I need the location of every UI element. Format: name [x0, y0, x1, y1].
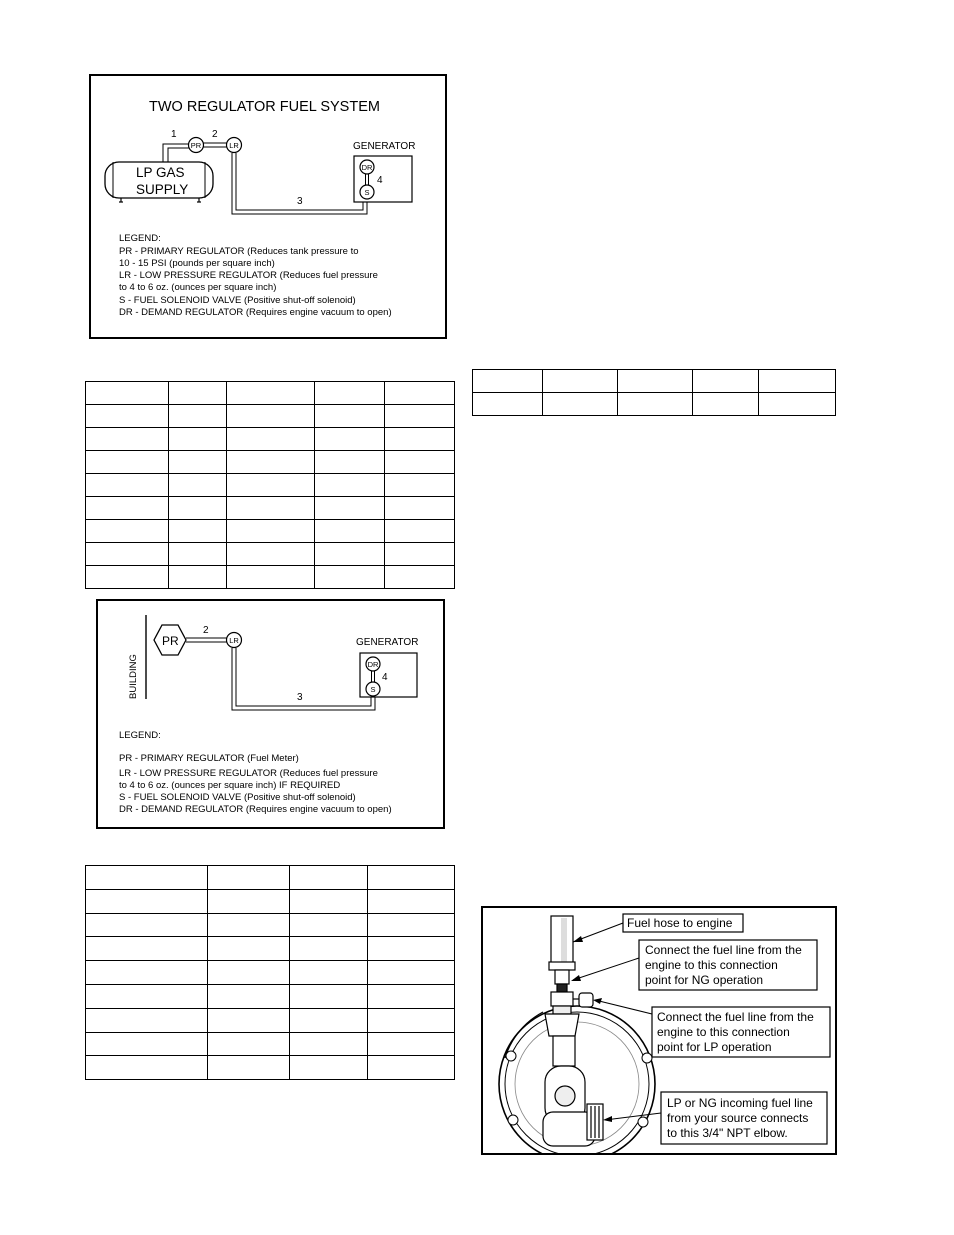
callout-lp-connection [593, 998, 830, 1057]
table-row [86, 1008, 455, 1032]
callout-text: Connect the fuel line from the [645, 943, 802, 957]
generator-label: GENERATOR [353, 141, 416, 152]
table-row [86, 428, 455, 451]
demand-regulator [366, 657, 380, 671]
table-row [86, 961, 455, 985]
table-row [86, 405, 455, 428]
callout-text: engine to this connection [657, 1025, 790, 1039]
pr-label: PR [162, 634, 179, 648]
table-row [86, 1032, 455, 1056]
blank-table-a [85, 381, 455, 589]
fuel-solenoid [366, 682, 380, 696]
generator-label: GENERATOR [356, 637, 419, 648]
low-pressure-regulator [227, 633, 242, 648]
line-number-2: 2 [203, 625, 209, 636]
table-row [86, 520, 455, 543]
lr-label: LR [229, 141, 239, 150]
legend-line: DR - DEMAND REGULATOR (Requires engine vacuum to open) [119, 307, 392, 318]
table-row [86, 913, 455, 937]
building-label: BUILDING [128, 654, 139, 699]
legend [119, 233, 392, 318]
table-row [473, 370, 836, 393]
tank-label-line1: LP GAS [136, 165, 185, 180]
legend-line: LEGEND: [119, 233, 161, 244]
s-label: S [364, 188, 370, 197]
callout-ng-connection [571, 940, 817, 990]
legend-line: to 4 to 6 oz. (ounces per square inch) IF REQUIRED [119, 780, 341, 791]
callout-text: point for LP operation [657, 1040, 772, 1054]
primary-regulator-meter [154, 625, 186, 655]
callout-text: to this 3/4" NPT elbow. [667, 1126, 788, 1140]
fuel-line-2 [203, 143, 227, 147]
legend [119, 730, 392, 815]
fuel-hose [549, 916, 575, 970]
dr-label: DR [367, 660, 379, 669]
legend-line: DR - DEMAND REGULATOR (Requires engine vacuum to open) [119, 804, 392, 815]
legend-line: LEGEND: [119, 730, 161, 741]
table-row [86, 937, 455, 961]
lr-label: LR [229, 636, 239, 645]
diagram-title: TWO REGULATOR FUEL SYSTEM [149, 99, 380, 115]
legend-line: LR - LOW PRESSURE REGULATOR (Reduces fuel pressure [119, 768, 378, 779]
connection-fittings [551, 970, 593, 1014]
callout-text: from your source connects [667, 1111, 809, 1125]
legend-line: LR - LOW PRESSURE REGULATOR (Reduces fuel pressure [119, 270, 378, 281]
blank-table-c [85, 865, 455, 1080]
building-regulator-schematic [98, 601, 443, 827]
fuel-line-3 [232, 648, 375, 710]
table-row [86, 889, 455, 913]
blank-table-b [472, 369, 836, 416]
building-wall [128, 615, 146, 699]
legend-line: to 4 to 6 oz. (ounces per square inch) [119, 282, 277, 293]
legend-line: PR - PRIMARY REGULATOR (Reduces tank pressure to [119, 246, 359, 257]
table-row [86, 474, 455, 497]
line-number-2: 2 [212, 129, 218, 140]
legend-line: S - FUEL SOLENOID VALVE (Positive shut-off solenoid) [119, 792, 356, 803]
table-row [86, 1056, 455, 1080]
table-row [86, 984, 455, 1008]
line-number-3: 3 [297, 692, 303, 703]
lp-gas-tank [105, 162, 213, 202]
demand-regulator-drawing [483, 908, 835, 1153]
callout-text: Connect the fuel line from the [657, 1010, 814, 1024]
table-row [86, 866, 455, 890]
fuel-solenoid [360, 185, 374, 199]
two-regulator-diagram [89, 74, 447, 339]
pr-label: PR [190, 141, 202, 150]
s-label: S [370, 685, 376, 694]
line-number-4: 4 [377, 175, 383, 186]
two-regulator-schematic [91, 76, 445, 337]
inlet-elbow [543, 1014, 603, 1146]
demand-regulator [360, 160, 374, 174]
tank-label-line2: SUPPLY [136, 182, 189, 197]
line-number-4: 4 [382, 672, 388, 683]
table-row [86, 451, 455, 474]
table-row [86, 497, 455, 520]
callout-text: point for NG operation [645, 973, 764, 987]
legend-line: 10 - 15 PSI (pounds per square inch) [119, 258, 275, 269]
primary-regulator [189, 138, 204, 153]
dr-label: DR [361, 163, 373, 172]
legend-line: S - FUEL SOLENOID VALVE (Positive shut-off solenoid) [119, 295, 356, 306]
table-row [473, 393, 836, 416]
callout-text: engine to this connection [645, 958, 778, 972]
building-regulator-diagram [96, 599, 445, 829]
table-row [86, 382, 455, 405]
fuel-connection-figure [481, 906, 837, 1155]
callout-text: LP or NG incoming fuel line [667, 1096, 813, 1110]
table-row [86, 543, 455, 566]
fuel-line-1 [163, 144, 189, 162]
callout-fuel-hose [573, 914, 743, 942]
low-pressure-regulator [227, 138, 242, 153]
line-number-1: 1 [171, 129, 177, 140]
legend-line: PR - PRIMARY REGULATOR (Fuel Meter) [119, 753, 299, 764]
line-number-3: 3 [297, 196, 303, 207]
callout-text: Fuel hose to engine [627, 916, 733, 930]
table-row [86, 566, 455, 589]
fuel-line-2 [186, 638, 227, 642]
